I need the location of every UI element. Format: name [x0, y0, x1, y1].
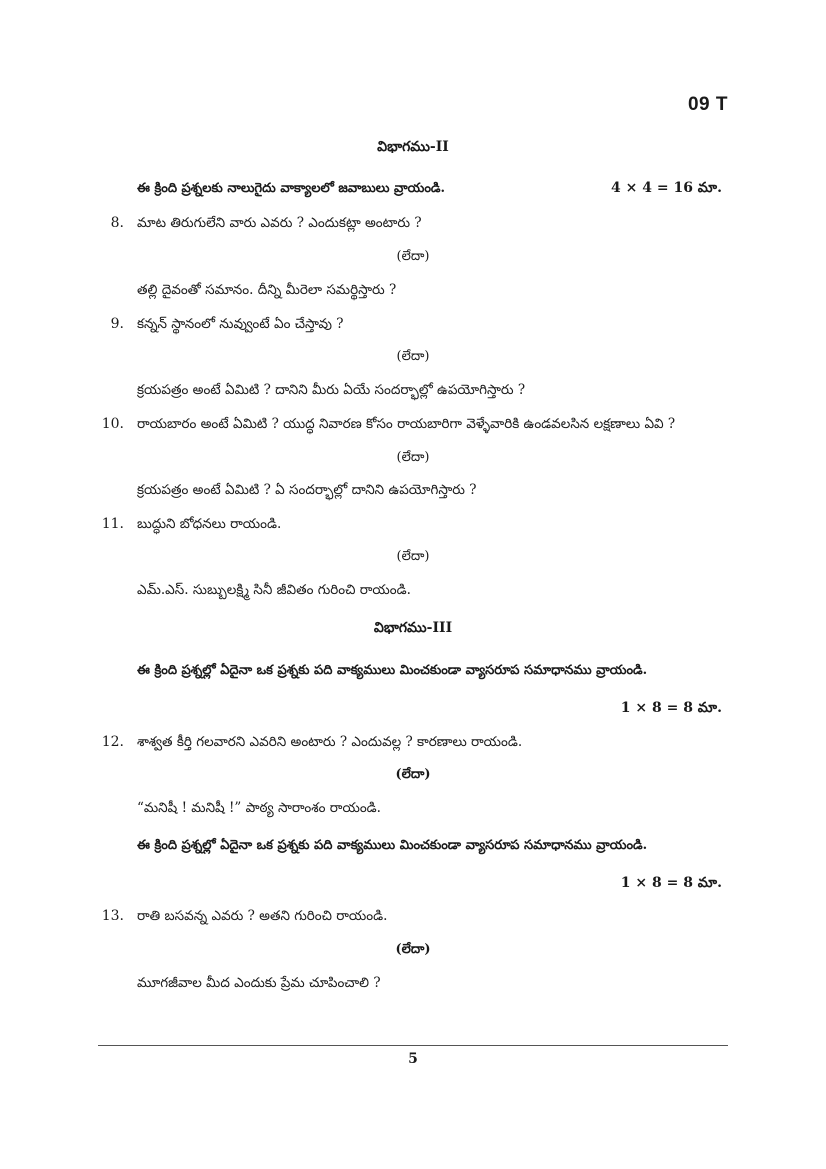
section-3-title: విభాగము-III	[373, 620, 453, 636]
paper-code: 09 T	[687, 94, 728, 115]
question-number: 12.	[101, 734, 124, 750]
question-alt-text: తల్లి దైవంతో సమానం. దీన్ని మీరెలా సమర్థిస్తారు ?	[137, 282, 397, 298]
question-text: కన్నన్ స్థానంలో నువ్వుంటే ఏం చేస్తావు ?	[137, 316, 344, 332]
section-2-instruction: ఈ క్రింది ప్రశ్నలకు నాలుగైదు వాక్యాలలో జవాబులు వ్రాయండి.	[137, 181, 446, 196]
question-number: 11.	[101, 516, 124, 532]
question-text: మాట తిరుగులేని వారు ఎవరు ? ఎందుకట్లా అంటారు ?	[137, 215, 422, 231]
section-3-marks-repeat: 1 × 8 = 8 మా.	[620, 875, 722, 891]
footer-divider	[98, 1045, 728, 1046]
question-text: రాతి బసవన్న ఎవరు ? అతని గురించి రాయండి.	[137, 908, 388, 924]
question-text: శాశ్వత కీర్తి గలవారని ఎవరిని అంటారు ? ఎందువల్ల ? కారణాలు రాయండి.	[137, 734, 523, 750]
question-number: 8.	[110, 215, 124, 231]
section-3-instruction: ఈ క్రింది ప్రశ్నల్లో ఏదైనా ఒక ప్రశ్నకు పది వాక్యములు మించకుండా వ్యాసరూప సమాధానము వ్రాయండి.	[137, 663, 648, 678]
section-3-instruction-repeat: ఈ క్రింది ప్రశ్నల్లో ఏదైనా ఒక ప్రశ్నకు పది వాక్యములు మించకుండా వ్యాసరూప సమాధానము వ్రాయండి.	[137, 838, 648, 853]
page-number: 5	[408, 1051, 418, 1067]
section-3-marks: 1 × 8 = 8 మా.	[620, 700, 722, 716]
question-alt-text: క్రయపత్రం అంటే ఏమిటి ? ఏ సందర్భాల్లో దానిని ఉపయోగిస్తారు ?	[137, 482, 477, 498]
question-alt-text: ఎమ్.ఎస్. సుబ్బులక్ష్మి సినీ జీవితం గురించి రాయండి.	[137, 582, 411, 598]
or-separator: (లేదా)	[396, 349, 430, 364]
section-2-title: విభాగము-II	[377, 139, 449, 155]
or-separator: (లేదా)	[396, 549, 430, 564]
section-2-marks: 4 × 4 = 16 మా.	[611, 180, 722, 196]
question-number: 13.	[101, 908, 124, 924]
question-alt-text: క్రయపత్రం అంటే ఏమిటి ? దానిని మీరు ఏయే సందర్భాల్లో ఉపయోగిస్తారు ?	[137, 382, 526, 398]
or-separator: (లేదా)	[396, 249, 430, 264]
or-separator: (లేదా)	[395, 767, 431, 782]
or-separator: (లేదా)	[396, 450, 430, 465]
question-alt-text: మూగజీవాల మీద ఎందుకు ప్రేమ చూపించాలి ?	[137, 975, 381, 991]
question-text: బుద్ధుని బోధనలు రాయండి.	[137, 516, 282, 532]
question-text: రాయబారం అంటే ఏమిటి ? యుద్ధ నివారణ కోసం రాయబారిగా వెళ్ళేవారికి ఉండవలసిన లక్షణాలు ఏవి ?	[137, 416, 676, 432]
question-number: 9.	[110, 316, 124, 332]
question-number: 10.	[101, 416, 124, 432]
or-separator: (లేదా)	[395, 942, 431, 957]
question-alt-text: “మనిషీ ! మనిషీ !” పాఠ్య సారాంశం రాయండి.	[137, 800, 381, 816]
